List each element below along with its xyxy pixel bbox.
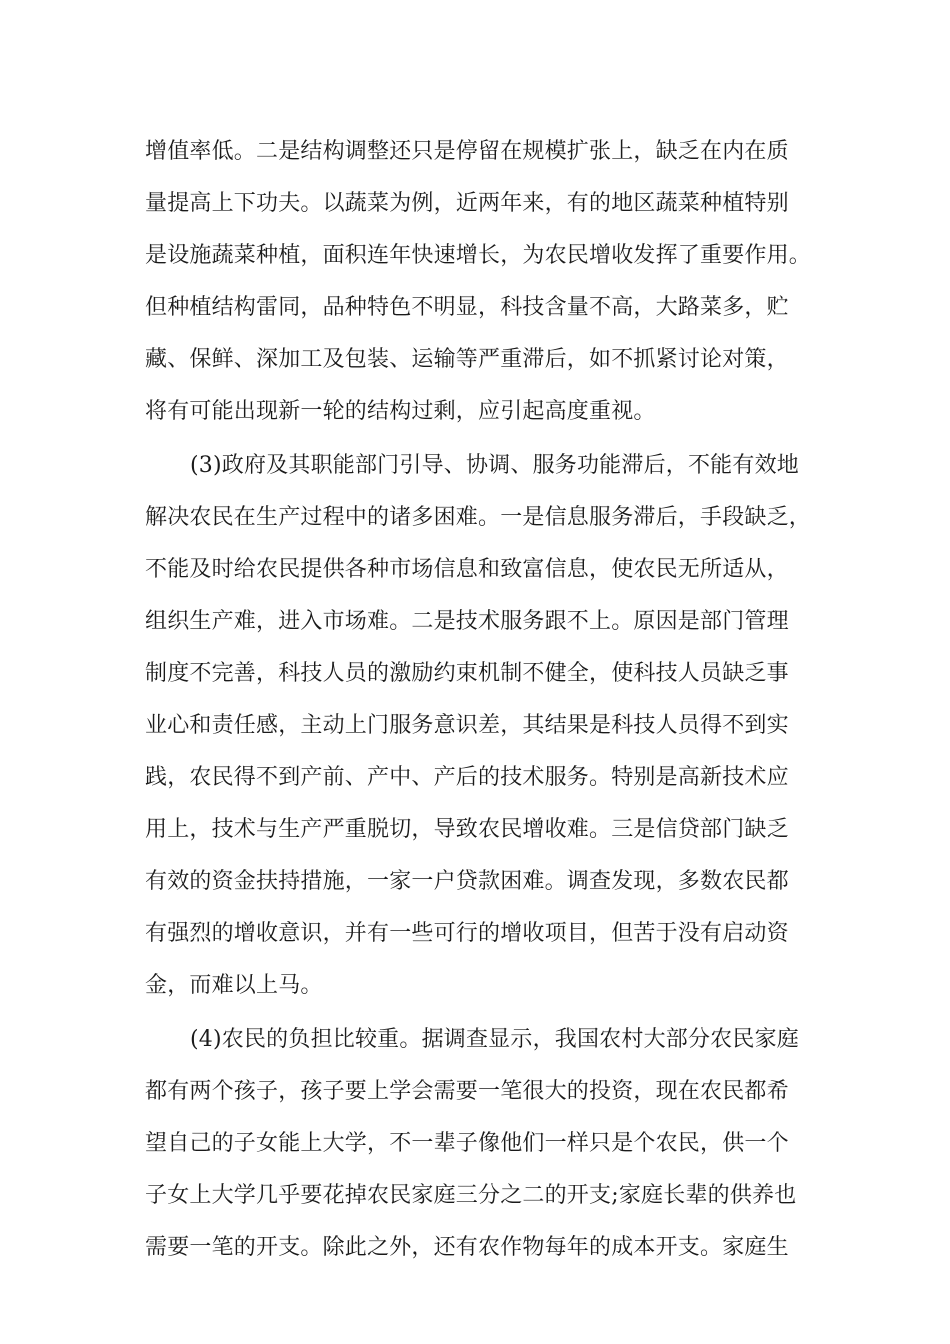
- text-line: 是设施蔬菜种植，面积连年快速增长，为农民增收发挥了重要作用。: [145, 243, 812, 268]
- text-line: 不能及时给农民提供各种市场信息和致富信息，使农民无所适从，: [145, 557, 789, 582]
- text-line: 都有两个孩子，孩子要上学会需要一笔很大的投资，现在农民都希: [145, 1079, 789, 1104]
- text-line: 有效的资金扶持措施，一家一户贷款困难。调查发现，多数农民都: [145, 869, 789, 894]
- text-line: 有强烈的增收意识，并有一些可行的增收项目，但苦于没有启动资: [145, 921, 789, 946]
- text-line: 望自己的子女能上大学，不一辈子像他们一样只是个农民，供一个: [145, 1131, 789, 1156]
- text-line: 践，农民得不到产前、产中、产后的技术服务。特别是高新技术应: [145, 765, 789, 790]
- text-line: 用上，技术与生产严重脱切，导致农民增收难。三是信贷部门缺乏: [145, 817, 789, 842]
- text-line: 将有可能出现新一轮的结构过剩，应引起高度重视。: [145, 399, 656, 424]
- paragraph-3-first-line: (3)政府及其职能部门引导、协调、服务功能滞后，不能有效地: [190, 453, 799, 478]
- text-line: 藏、保鲜、深加工及包装、运输等严重滞后，如不抓紧讨论对策，: [145, 347, 789, 372]
- text-line: 需要一笔的开支。除此之外，还有农作物每年的成本开支。家庭生: [145, 1235, 789, 1260]
- text-line: 但种植结构雷同，品种特色不明显，科技含量不高，大路菜多，贮: [145, 295, 789, 320]
- text-line: 业心和责任感，主动上门服务意识差，其结果是科技人员得不到实: [145, 713, 789, 738]
- text-line: 量提高上下功夫。以蔬菜为例，近两年来，有的地区蔬菜种植特别: [145, 191, 789, 216]
- paragraph-4-first-line: (4)农民的负担比较重。据调查显示，我国农村大部分农民家庭: [190, 1027, 799, 1052]
- text-line: 增值率低。二是结构调整还只是停留在规模扩张上，缺乏在内在质: [145, 139, 789, 164]
- text-line: 组织生产难，进入市场难。二是技术服务跟不上。原因是部门管理: [145, 609, 789, 634]
- text-line: 解决农民在生产过程中的诸多困难。一是信息服务滞后，手段缺乏，: [145, 505, 812, 530]
- text-line: 制度不完善，科技人员的激励约束机制不健全，使科技人员缺乏事: [145, 661, 789, 686]
- text-line: 金，而难以上马。: [145, 973, 323, 998]
- text-line: 子女上大学几乎要花掉农民家庭三分之二的开支;家庭长辈的供养也: [145, 1183, 797, 1208]
